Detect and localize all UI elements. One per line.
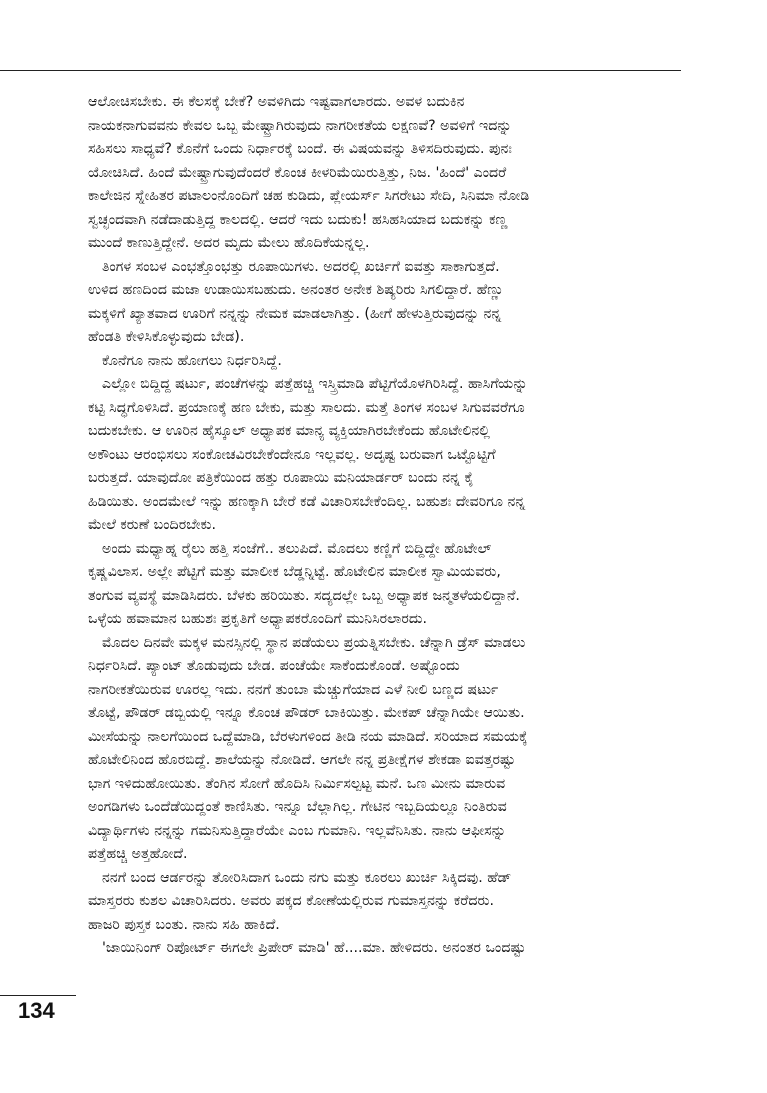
text-line: ಭಾಗ ಇಳಿದುಹೋಯಿತು. ತೆಂಗಿನ ಸೋಗೆ ಹೊದಿಸಿ ನಿರ್ಮಿಸಲ್ಪಟ್ಟ ಮನೆ. ಒಣ ಮೀನು ಮಾರುವ — [88, 775, 506, 792]
text-line: ಬರುತ್ತದೆ. ಯಾವುದೋ ಪತ್ರಿಕೆಯಿಂದ ಹತ್ತು ರೂಪಾಯಿ ಮನಿಯಾರ್ಡರ್ ಬಂದು ನನ್ನ ಕೈ — [88, 470, 474, 486]
text-line: ಬದುಕಬೇಕು. ಆ ಊರಿನ ಹೈಸ್ಕೂಲ್ ಅಧ್ಯಾಪಕ ಮಾನ್ಯ ವ್ಯಕ್ತಿಯಾಗಿರಬೇಕೆಂದು ಹೊಟೇಲಿನಲ್ಲಿ — [88, 423, 490, 439]
text-line: ಅಕೌಂಟು ಆರಂಭಿಸಲು ಸಂಕೋಚವಿರಬೇಕೆಂದೇನೂ ಇಲ್ಲವಲ್ಲ. ಅದೃಷ್ಟ ಬರುವಾಗ ಒಟ್ಟೊಟ್ಟಿಗೆ — [88, 446, 496, 463]
text-line: ಮೇಲೆ ಕರುಣೆ ಬಂದಿರಬೇಕು. — [88, 517, 216, 533]
text-line: ಯೋಚಿಸಿದೆ. ಹಿಂದೆ ಮೇಷ್ಟ್ರಾಗುವುದೆಂದರೆ ಕೊಂಚ ಕೀಳರಿಮೆಯಿರುತ್ತಿತ್ತು, ನಿಜ. 'ಹಿಂದೆ' ಎಂದರೆ — [88, 164, 507, 181]
text-line: ಮೊದಲ ದಿನವೇ ಮಕ್ಕಳ ಮನಸ್ಸಿನಲ್ಲಿ ಸ್ಥಾನ ಪಡೆಯಲು ಪ್ರಯತ್ನಿಸಬೇಕು. ಚೆನ್ನಾಗಿ ಡ್ರೆಸ್ ಮಾಡಲು — [102, 634, 526, 651]
text-line: ಹಾಜರಿ ಪುಸ್ತಕ ಬಂತು. ನಾನು ಸಹಿ ಹಾಕಿದೆ. — [88, 916, 280, 933]
text-line: ಮುಂದೆ ಕಾಣುತ್ತಿದ್ದೇನೆ. ಅದರ ಮೃದು ಮೇಲು ಹೊದಿಕೆಯನ್ನಲ್ಲ. — [88, 235, 370, 251]
text-line: ಒಳ್ಳೆಯ ಹವಾಮಾನ ಬಹುಶಃ ಪ್ರಕೃತಿಗೆ ಅಧ್ಯಾಪಕರೊಂದಿಗೆ ಮುನಿಸಿರಲಾರದು. — [88, 611, 428, 627]
text-line: ಹೊಟೇಲಿನಿಂದ ಹೊರಬಿದ್ದೆ. ಶಾಲೆಯನ್ನು ನೋಡಿದೆ. ಆಗಲೇ ನನ್ನ ಪ್ರತೀಕ್ಷೆಗಳ ಶೇಕಡಾ ಐವತ್ತರಷ್ಟು — [88, 752, 516, 768]
text-line: ಮೀಸೆಯನ್ನು ನಾಲಗೆಯಿಂದ ಒದ್ದೆಮಾಡಿ, ಬೆರಳುಗಳಿಂದ ತೀಡಿ ನಯ ಮಾಡಿದೆ. ಸರಿಯಾದ ಸಮಯಕ್ಕೆ — [88, 728, 528, 745]
footer-rule — [0, 995, 76, 996]
page-number: 134 — [18, 998, 55, 1023]
text-line: ಅಂದು ಮಧ್ಯಾಹ್ನ ರೈಲು ಹತ್ತಿ ಸಂಜೆಗೆ.. ತಲುಪಿದೆ. ಮೊದಲು ಕಣ್ಣಿಗೆ ಬಿದ್ದಿದ್ದೇ ಹೊಟೇಲ್ — [102, 540, 492, 557]
body-text — [88, 91, 680, 961]
text-line: ಉಳಿದ ಹಣದಿಂದ ಮಜಾ ಉಡಾಯಿಸಬಹುದು. ಅನಂತರ ಅನೇಕ ಶಿಷ್ಯರಿರು ಸಿಗಲಿದ್ದಾರೆ. ಹೆಣ್ಣು — [88, 282, 504, 298]
text-line: ಕಾಲೇಜಿನ ಸ್ನೇಹಿತರ ಪಟಾಲಂನೊಂದಿಗೆ ಚಹ ಕುಡಿದು, ಪ್ಲೇಯರ್ಸ್ ಸಿಗರೇಟು ಸೇದಿ, ಸಿನಿಮಾ ನೋಡಿ — [88, 188, 530, 204]
text-line: ನಾಯಕನಾಗುವವನು ಕೇವಲ ಒಬ್ಬ ಮೇಷ್ಟ್ರಾಗಿರುವುದು ನಾಗರೀಕತೆಯ ಲಕ್ಷಣವೆ? ಅವಳಿಗೆ ಇದನ್ನು — [88, 117, 512, 134]
text-line: ಕೃಷ್ಣವಿಲಾಸ. ಅಲ್ಲೇ ಪೆಟ್ಟಿಗೆ ಮತ್ತು ಮಾಲೀಕ ಬೆಡ್ಡನ್ನಿಟ್ಟೆ. ಹೊಟೇಲಿನ ಮಾಲೀಕ ಸ್ವಾಮಿಯವರು, — [88, 564, 501, 580]
text-line: ಸಹಿಸಲು ಸಾಧ್ಯವೆ? ಕೊನೆಗೆ ಒಂದು ನಿರ್ಧಾರಕ್ಕೆ ಬಂದೆ. ಈ ವಿಷಯವನ್ನು ತಿಳಿಸದಿರುವುದು. ಪುನಃ — [88, 141, 512, 157]
text-line: ಮಾಸ್ತರರು ಕುಶಲ ವಿಚಾರಿಸಿದರು. ಅವರು ಪಕ್ಕದ ಕೋಣೆಯಲ್ಲಿರುವ ಗುಮಾಸ್ತನನ್ನು ಕರೆದರು. — [88, 893, 495, 909]
text-line: ತಂಗುವ ವ್ಯವಸ್ಥೆ ಮಾಡಿಸಿದರು. ಬೆಳಕು ಹರಿಯಿತು. ಸದ್ಯದಲ್ಲೇ ಒಬ್ಬ ಅಧ್ಯಾಪಕ ಜನ್ಮತಳೆಯಲಿದ್ದಾನೆ. — [88, 587, 520, 604]
text-line: ತಿಂಗಳ ಸಂಬಳ ಎಂಭತ್ತೊಂಭತ್ತು ರೂಪಾಯಿಗಳು. ಅದರಲ್ಲಿ ಖರ್ಚಿಗೆ ಐವತ್ತು ಸಾಕಾಗುತ್ತದೆ. — [102, 258, 500, 275]
text-line: ಮಕ್ಕಳಿಗೆ ಖ್ಯಾತವಾದ ಊರಿಗೆ ನನ್ನನ್ನು ನೇಮಕ ಮಾಡಲಾಗಿತ್ತು. (ಹೀಗೆ ಹೇಳುತ್ತಿರುವುದನ್ನು ನನ್ನ — [88, 305, 502, 322]
text-line: ನಾಗರೀಕತೆಯಿರುವ ಊರಲ್ಲ ಇದು. ನನಗೆ ತುಂಬಾ ಮೆಚ್ಚುಗೆಯಾದ ಎಳೆ ನೀಲಿ ಬಣ್ಣದ ಷರ್ಟು — [88, 681, 499, 698]
text-line: ಎಲ್ಲೋ ಬಿದ್ದಿದ್ದ ಷರ್ಟು, ಪಂಚೆಗಳನ್ನು ಪತ್ತೆಹಚ್ಚಿ ಇಸ್ತ್ರಿಮಾಡಿ ಪೆಟ್ಟಿಗೆಯೊಳಗಿರಿಸಿದ್ದೆ. ಹಾಸಿಗೆಯನ್ನು — [102, 376, 528, 392]
text-line: ಪತ್ತೆಹಚ್ಚಿ ಅತ್ತಹೋದೆ. — [88, 846, 188, 862]
header-rule — [0, 70, 681, 71]
text-line: ಕೊನೆಗೂ ನಾನು ಹೋಗಲು ನಿರ್ಧರಿಸಿದ್ದೆ. — [102, 352, 282, 369]
text-line: ಸ್ವಚ್ಛಂದವಾಗಿ ನಡೆದಾಡುತ್ತಿದ್ದ ಕಾಲದಲ್ಲಿ. ಆದರೆ ಇದು ಬದುಕು! ಹಸಿಹಸಿಯಾದ ಬದುಕನ್ನು ಕಣ್ಣ — [88, 211, 508, 228]
text-line: ತೊಟ್ಟೆ, ಪೌಡರ್ ಡಬ್ಬಿಯಲ್ಲಿ ಇನ್ನೂ ಕೊಂಚ ಪೌಡರ್ ಬಾಕಿಯಿತ್ತು. ಮೇಕಪ್ ಚೆನ್ನಾಗಿಯೇ ಆಯಿತು. — [88, 705, 525, 721]
text-line: ನಿರ್ಧರಿಸಿದೆ. ಪ್ಯಾಂಟ್ ತೊಡುವುದು ಬೇಡ. ಪಂಚೆಯೇ ಸಾಕೆಂದುಕೊಂಡೆ. ಅಷ್ಟೊಂದು — [88, 658, 460, 674]
text-line: ನನಗೆ ಬಂದ ಆರ್ಡರನ್ನು ತೋರಿಸಿದಾಗ ಒಂದು ನಗು ಮತ್ತು ಕೂರಲು ಖುರ್ಚಿ ಸಿಕ್ಕಿದವು. ಹೆಡ್ — [102, 869, 512, 886]
text-line: ವಿದ್ಯಾರ್ಥಿಗಳು ನನ್ನನ್ನು ಗಮನಿಸುತ್ತಿದ್ದಾರೆಯೇ ಎಂಬ ಗುಮಾನಿ. ಇಲ್ಲವೆನಿಸಿತು. ನಾನು ಆಫೀಸನ್ನು — [88, 822, 506, 839]
text-line: ಹೆಂಡತಿ ಕೇಳಿಸಿಕೊಳ್ಳುವುದು ಬೇಡ). — [88, 329, 245, 345]
text-line: ಹಿಡಿಯಿತು. ಅಂದಮೇಲೆ ಇನ್ನು ಹಣಕ್ಕಾಗಿ ಬೇರೆ ಕಡೆ ವಿಚಾರಿಸಬೇಕೆಂದಿಲ್ಲ. ಬಹುಶಃ ದೇವರಿಗೂ ನನ್ನ — [88, 493, 526, 510]
text-line: ಆಲೋಚಿಸಬೇಕು. ಈ ಕೆಲಸಕ್ಕೆ ಬೇಕೆ? ಅವಳಿಗಿದು ಇಷ್ಟವಾಗಲಾರದು. ಅವಳ ಬದುಕಿನ — [88, 94, 465, 110]
text-line: 'ಜಾಯಿನಿಂಗ್ ರಿಪೋರ್ಟ್ ಈಗಲೇ ಪ್ರಿಪೇರ್ ಮಾಡಿ' ಹೆ....ಮಾ. ಹೇಳಿದರು. ಅನಂತರ ಒಂದಷ್ಟು — [102, 940, 526, 956]
text-line: ಕಟ್ಟಿ ಸಿದ್ಧಗೊಳಿಸಿದೆ. ಪ್ರಯಾಣಕ್ಕೆ ಹಣ ಬೇಕು, ಮತ್ತು ಸಾಲದು. ಮತ್ತೆ ತಿಂಗಳ ಸಂಬಳ ಸಿಗುವವರೆಗೂ — [88, 399, 525, 416]
text-line: ಅಂಗಡಿಗಳು ಒಂದೆಡೆಯಿದ್ದಂತೆ ಕಾಣಿಸಿತು. ಇನ್ನೂ ಬೆಲ್ಲಾಗಿಲ್ಲ. ಗೇಟಿನ ಇಬ್ಬದಿಯಲ್ಲೂ ನಿಂತಿರುವ — [88, 799, 507, 815]
